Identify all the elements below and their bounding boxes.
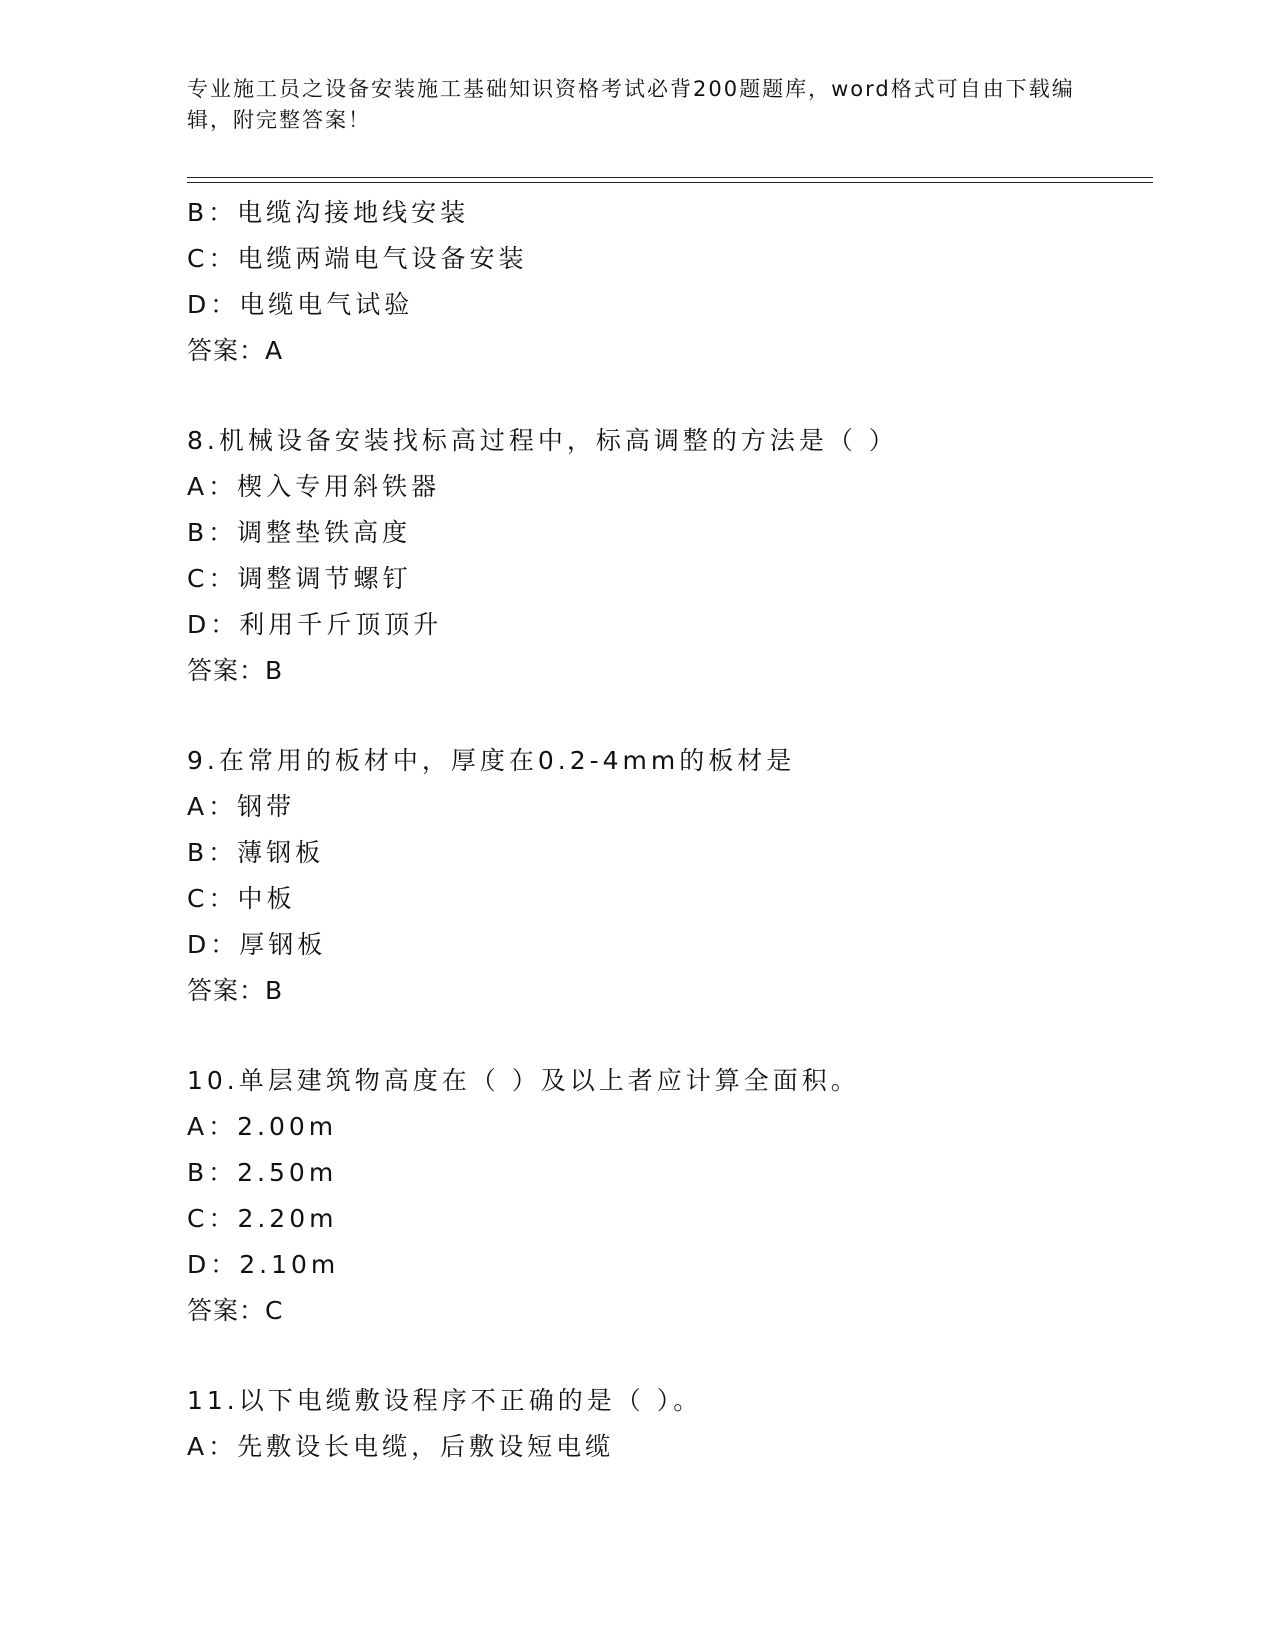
question-8	[187, 418, 1147, 694]
option-a: A：楔入专用斜铁器	[187, 472, 441, 501]
answer: 答案：B	[187, 656, 284, 685]
document-body	[187, 190, 1147, 1470]
header-divider-top	[187, 177, 1153, 178]
question-stem: 10.单层建筑物高度在（ ）及以上者应计算全面积。	[187, 1066, 860, 1095]
question-10	[187, 1058, 1147, 1334]
header-divider-bottom	[187, 182, 1153, 183]
option-b: B：薄钢板	[187, 838, 325, 867]
option-b: B：2.50m	[187, 1158, 338, 1187]
answer: 答案：A	[187, 336, 284, 365]
option-a: A：先敷设长电缆，后敷设短电缆	[187, 1432, 615, 1461]
document-header	[187, 74, 1087, 136]
option-d: D：电缆电气试验	[187, 290, 414, 319]
option-a: A：2.00m	[187, 1112, 338, 1141]
option-c: C：中板	[187, 884, 296, 913]
option-c: C：2.20m	[187, 1204, 338, 1233]
answer: 答案：B	[187, 976, 284, 1005]
option-b: B：电缆沟接地线安装	[187, 198, 470, 227]
answer: 答案：C	[187, 1296, 284, 1325]
option-c: C：电缆两端电气设备安装	[187, 244, 528, 273]
option-b: B：调整垫铁高度	[187, 518, 412, 547]
document-title: 专业施工员之设备安装施工基础知识资格考试必背200题题库，word格式可自由下载编辑，附完整答案！	[187, 77, 1075, 132]
option-d: D：厚钢板	[187, 930, 327, 959]
option-a: A：钢带	[187, 792, 296, 821]
option-d: D：2.10m	[187, 1250, 340, 1279]
question-7-continued	[187, 190, 1147, 374]
option-c: C：调整调节螺钉	[187, 564, 412, 593]
question-stem: 11.以下电缆敷设程序不正确的是（ ）。	[187, 1386, 703, 1415]
question-stem: 8.机械设备安装找标高过程中，标高调整的方法是（ ）	[187, 426, 898, 455]
question-11	[187, 1378, 1147, 1470]
question-9	[187, 738, 1147, 1014]
option-d: D：利用千斤顶顶升	[187, 610, 443, 639]
question-stem: 9.在常用的板材中，厚度在0.2-4mm的板材是	[187, 746, 796, 775]
